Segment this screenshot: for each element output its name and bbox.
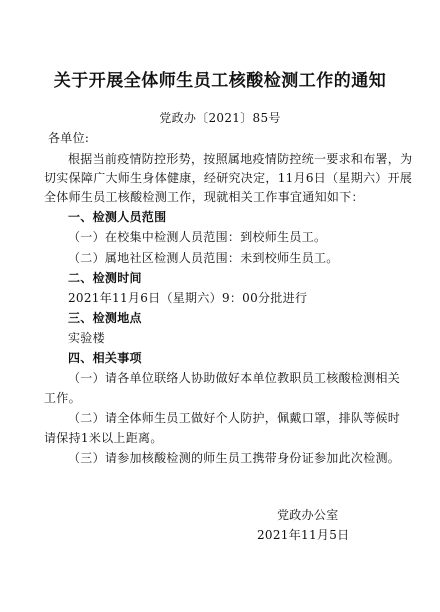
section-line: （二）属地社区检测人员范围：未到校师生员工。 (68, 251, 339, 265)
intro-line: 根据当前疫情防控形势，按照属地疫情防控统一要求和布署，为 (68, 152, 413, 166)
section-line: 工作。 (44, 391, 81, 405)
section-line: （一）在校集中检测人员范围：到校师生员工。 (68, 230, 327, 244)
section-line: （一）请各单位联络人协助做好本单位教职员工核酸检测相关 (68, 371, 401, 385)
intro-line: 切实保障广大师生身体健康，经研究决定，11月6日（星期六）开展 (44, 171, 413, 185)
document-number: 党政办〔2021〕85号 (159, 111, 281, 125)
signature-office: 党政办公室 (277, 508, 339, 522)
section-line: （三）请参加核酸检测的师生员工携带身份证参加此次检测。 (68, 451, 401, 465)
section-heading: 一、检测人员范围 (68, 210, 167, 224)
section-line: 实验楼 (68, 331, 105, 345)
salutation: 各单位: (48, 131, 90, 145)
section-line: 2021年11月6日（星期六）9：00分批进行 (68, 291, 308, 305)
section-line: （二）请全体师生员工做好个人防护，佩戴口罩，排队等候时 (68, 411, 401, 425)
section-heading: 四、相关事项 (68, 351, 142, 365)
document-title: 关于开展全体师生员工核酸检测工作的通知 (53, 71, 387, 91)
section-heading: 二、检测时间 (68, 271, 142, 285)
section-line: 请保持1米以上距离。 (44, 431, 163, 445)
intro-line: 全体师生员工核酸检测工作，现就相关工作事宜通知如下： (44, 190, 364, 204)
section-heading: 三、检测地点 (68, 311, 142, 325)
signature-date: 2021年11月5日 (257, 528, 350, 542)
